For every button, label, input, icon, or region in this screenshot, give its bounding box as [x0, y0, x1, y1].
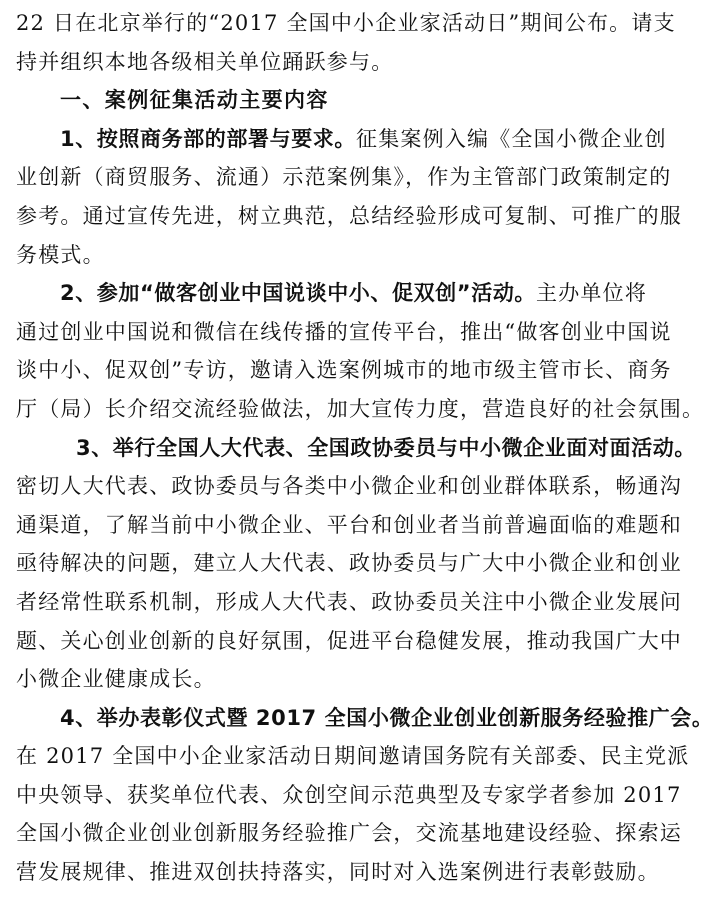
paragraph-line: 谈中小、促双创”专访，邀请入选案例城市的地市级主管市长、商务 — [16, 358, 672, 383]
paragraph-line: 厅（局）长介绍交流经验做法，加大宣传力度，营造良好的社会氛围。 — [16, 396, 705, 421]
paragraph-line: 全国小微企业创业创新服务经验推广会，交流基地建设经验、探索运 — [16, 821, 682, 846]
paragraph-line — [16, 274, 648, 313]
paragraph-line: 业创新（商贸服务、流通）示范案例集》，作为主管部门政策制定的 — [16, 165, 672, 190]
paragraph-line: 题、关心创业创新的良好氛围，促进平台稳健发展，推动我国广大中 — [16, 628, 682, 653]
item-heading: 1、按照商务部的部署与要求。 — [60, 126, 357, 151]
paragraph-line: 在 2017 全国中小企业家活动日期间邀请国务院有关部委、民主党派 — [16, 744, 690, 769]
paragraph-line: 小微企业健康成长。 — [16, 667, 216, 692]
paragraph-line: 密切人大代表、政协委员与各类中小微企业和创业群体联系，畅通沟 — [16, 474, 682, 499]
paragraph-line: 22 日在北京举行的“2017 全国中小企业家活动日”期间公布。请支 — [16, 11, 676, 35]
section-heading: 一、案例征集活动主要内容 — [60, 88, 329, 113]
paragraph-line: 参考。通过宣传先进，树立典范，总结经验形成可复制、可推广的服 — [16, 203, 682, 228]
paragraph-line: 中央领导、获奖单位代表、众创空间示范典型及专家学者参加 2017 — [16, 782, 682, 807]
paragraph-line — [16, 120, 667, 159]
item-heading: 3、举行全国人大代表、全国政协委员与中小微企业面对面活动。 — [76, 435, 697, 460]
item-heading: 4、举办表彰仪式暨 2017 全国小微企业创业创新服务经验推广会。 — [60, 705, 713, 730]
paragraph-line: 通过创业中国说和微信在线传播的宣传平台，推出“做客创业中国说 — [16, 319, 672, 344]
item-heading: 2、参加“做客创业中国说谈中小、促双创”活动。 — [60, 281, 537, 306]
item-text: 主办单位将 — [536, 281, 648, 306]
paragraph-line: 营发展规律、推进双创扶持落实，同时对入选案例进行表彰鼓励。 — [16, 860, 660, 885]
item-text: 征集案例入编《全国小微企业创 — [356, 126, 667, 151]
paragraph-line: 亟待解决的问题，建立人大代表、政协委员与广大中小微企业和创业 — [16, 551, 682, 576]
paragraph-line: 务模式。 — [16, 242, 105, 267]
paragraph-line: 者经常性联系机制，形成人大代表、政协委员关注中小微企业发展问 — [16, 589, 682, 614]
paragraph-line: 通渠道，了解当前中小微企业、平台和创业者当前普遍面临的难题和 — [16, 512, 682, 537]
paragraph-line: 持并组织本地各级相关单位踊跃参与。 — [16, 49, 394, 74]
